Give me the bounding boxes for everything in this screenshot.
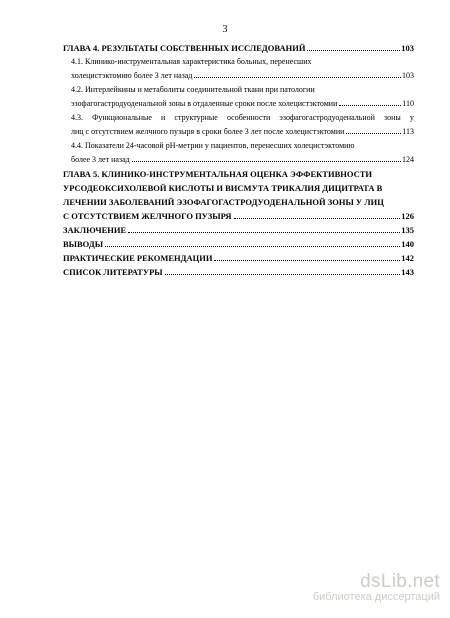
toc-page-number: 113	[402, 127, 414, 136]
toc-page-number: 143	[401, 267, 414, 277]
toc-entry-title: 4.1. Клинико-инструментальная характеристика больных, перенесших	[71, 57, 312, 66]
watermark	[268, 571, 440, 603]
toc-entry-chapter-5[interactable]	[63, 167, 414, 223]
toc-entry-title: 4.3. Функциональные и структурные особенности эзофагогастродуоденальной зоны у	[71, 113, 414, 122]
toc-leader	[165, 274, 401, 275]
toc-entry-title: СПИСОК ЛИТЕРАТУРЫ	[63, 267, 163, 277]
toc-page-number: 135	[401, 225, 414, 235]
toc-page-number: 103	[401, 43, 414, 53]
toc-entry-title: ПРАКТИЧЕСКИЕ РЕКОМЕНДАЦИИ	[63, 253, 213, 263]
toc-leader	[234, 218, 401, 219]
toc-entry-conclusion[interactable]	[63, 223, 414, 237]
toc-leader	[194, 77, 401, 78]
toc-entry-title-cont: С ОТСУТСТВИЕМ ЖЕЛЧНОГО ПУЗЫРЯ	[63, 211, 232, 221]
toc-page-number: 142	[401, 253, 414, 263]
toc-leader	[346, 133, 401, 134]
toc-entry-title-cont: УРСОДЕОКСИХОЛЕВОЙ КИСЛОТЫ И ВИСМУТА ТРИКАЛИЯ ДИЦИТРАТА В	[63, 183, 383, 193]
toc-leader	[339, 105, 401, 106]
toc-entry-title-cont: лиц с отсутствием желчного пузыря в сроки более 3 лет после холецистэктомии	[71, 127, 345, 136]
toc-leader	[307, 50, 400, 51]
toc-entry-findings[interactable]	[63, 237, 414, 251]
toc-page-number: 124	[402, 155, 414, 164]
toc-leader	[214, 260, 400, 261]
toc-leader	[105, 246, 400, 247]
toc-entry-title: ЗАКЛЮЧЕНИЕ	[63, 225, 127, 235]
toc-page-number: 103	[402, 71, 414, 80]
toc-entry-section-4-4[interactable]	[63, 139, 414, 167]
toc-entry-title: 4.4. Показатели 24-часовой pH-метрии у пациентов, перенесших холецистэктомию	[71, 141, 355, 150]
toc-leader	[132, 161, 401, 162]
toc-entry-title: 4.2. Интерлейкины и метаболиты соединительной ткани при патологии	[71, 85, 315, 94]
toc-entry-title: ГЛАВА 4. РЕЗУЛЬТАТЫ СОБСТВЕННЫХ ИССЛЕДОВАНИЙ	[63, 43, 306, 53]
toc-page-number: 126	[401, 211, 414, 221]
toc-page-number: 140	[401, 239, 414, 249]
toc-entry-recommendations[interactable]	[63, 251, 414, 265]
toc-entry-title-cont: более 3 лет назад	[71, 155, 130, 164]
page-number: 3	[222, 24, 228, 35]
toc-entry-references[interactable]	[63, 265, 414, 279]
toc-entry-chapter-4[interactable]	[63, 41, 414, 55]
toc-leader	[128, 232, 400, 233]
toc-entry-title-cont: холецистэктомию более 3 лет назад	[71, 71, 193, 80]
toc-page-number: 110	[402, 99, 414, 108]
toc-entry-title: ГЛАВА 5. КЛИНИКО-ИНСТРУМЕНТАЛЬНАЯ ОЦЕНКА ЭФФЕКТИВНОСТИ	[63, 169, 372, 179]
toc-entry-title: ВЫВОДЫ	[63, 239, 104, 249]
toc-entry-section-4-3[interactable]	[63, 111, 414, 139]
toc-entry-section-4-1[interactable]	[63, 55, 414, 83]
table-of-contents	[63, 41, 414, 279]
toc-entry-title-cont: ЛЕЧЕНИИ ЗАБОЛЕВАНИЙ ЭЗОФАГОГАСТРОДУОДЕНАЛЬНОЙ ЗОНЫ У ЛИЦ	[63, 197, 384, 207]
watermark-subtitle: библиотека диссертаций	[312, 591, 440, 603]
toc-entry-title-cont: эзофагогастродуоденальной зоны в отдаленные сроки после холецистэктомии	[71, 99, 338, 108]
toc-entry-section-4-2[interactable]	[63, 83, 414, 111]
watermark-logo: dsLib.net	[360, 571, 440, 592]
